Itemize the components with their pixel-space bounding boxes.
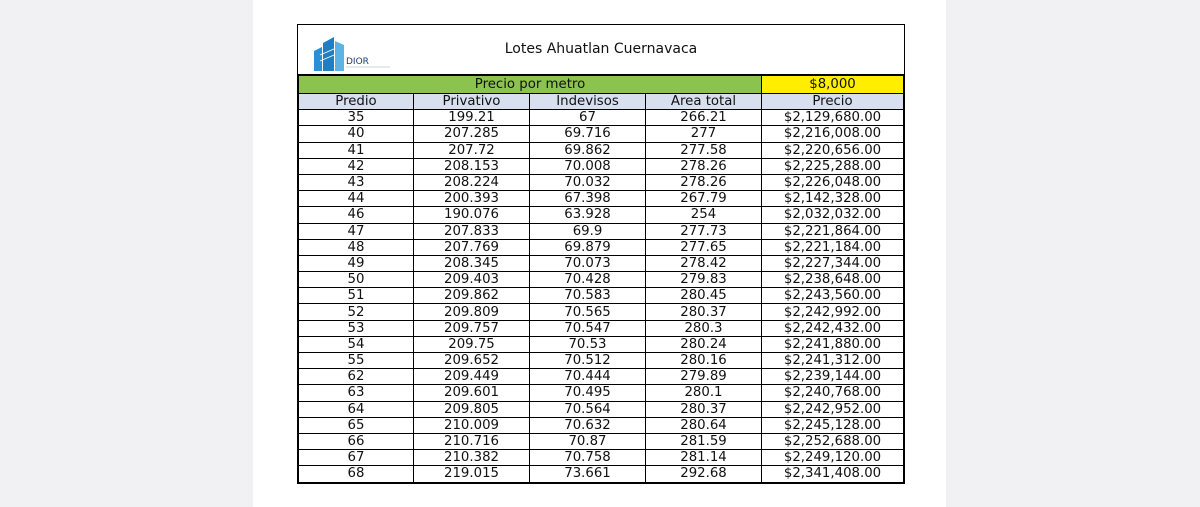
table-cell: 70.032 bbox=[530, 174, 646, 190]
table-cell: 65 bbox=[299, 417, 414, 433]
table-cell: 54 bbox=[299, 336, 414, 352]
table-row bbox=[299, 255, 904, 271]
table-header-row bbox=[299, 94, 904, 110]
table-cell: 207.285 bbox=[414, 126, 530, 142]
table-row bbox=[299, 142, 904, 158]
table-row bbox=[299, 401, 904, 417]
table-cell: 277.73 bbox=[646, 223, 762, 239]
table-cell: 63.928 bbox=[530, 207, 646, 223]
table-cell: 279.89 bbox=[646, 369, 762, 385]
table-cell: 69.862 bbox=[530, 142, 646, 158]
price-per-meter-label: Precio por metro bbox=[299, 76, 762, 94]
table-cell: $2,242,432.00 bbox=[762, 320, 904, 336]
table-cell: 209.75 bbox=[414, 336, 530, 352]
table-cell: $2,129,680.00 bbox=[762, 110, 904, 126]
table-cell: 208.224 bbox=[414, 174, 530, 190]
table-cell: 55 bbox=[299, 353, 414, 369]
table-cell: $2,243,560.00 bbox=[762, 288, 904, 304]
table-cell: $2,225,288.00 bbox=[762, 158, 904, 174]
table-cell: $2,239,144.00 bbox=[762, 369, 904, 385]
table-cell: $2,227,344.00 bbox=[762, 255, 904, 271]
table-cell: $2,221,184.00 bbox=[762, 239, 904, 255]
table-cell: 69.879 bbox=[530, 239, 646, 255]
table-row bbox=[299, 110, 904, 126]
table-cell: 207.769 bbox=[414, 239, 530, 255]
column-header: Privativo bbox=[414, 94, 530, 110]
table-cell: 280.37 bbox=[646, 304, 762, 320]
table-cell: 266.21 bbox=[646, 110, 762, 126]
table-row bbox=[299, 336, 904, 352]
table-cell: $2,249,120.00 bbox=[762, 450, 904, 466]
table-cell: 40 bbox=[299, 126, 414, 142]
table-cell: 42 bbox=[299, 158, 414, 174]
table-cell: 68 bbox=[299, 466, 414, 482]
table-cell: 41 bbox=[299, 142, 414, 158]
table-row bbox=[299, 353, 904, 369]
logo-text: DIOR bbox=[346, 57, 369, 67]
table-cell: 279.83 bbox=[646, 272, 762, 288]
table-row bbox=[299, 433, 904, 449]
table-cell: 281.59 bbox=[646, 433, 762, 449]
table-cell: $2,241,880.00 bbox=[762, 336, 904, 352]
table-cell: 278.26 bbox=[646, 174, 762, 190]
table-cell: 277.58 bbox=[646, 142, 762, 158]
table-cell: 50 bbox=[299, 272, 414, 288]
table-cell: 209.449 bbox=[414, 369, 530, 385]
table-row bbox=[299, 288, 904, 304]
table-cell: 210.716 bbox=[414, 433, 530, 449]
table-cell: 267.79 bbox=[646, 191, 762, 207]
table-cell: 70.512 bbox=[530, 353, 646, 369]
table-cell: 277 bbox=[646, 126, 762, 142]
table-cell: 66 bbox=[299, 433, 414, 449]
table-cell: 278.42 bbox=[646, 255, 762, 271]
table-cell: 70.583 bbox=[530, 288, 646, 304]
table-cell: 209.862 bbox=[414, 288, 530, 304]
table-cell: 70.444 bbox=[530, 369, 646, 385]
table-cell: 209.601 bbox=[414, 385, 530, 401]
table-cell: 64 bbox=[299, 401, 414, 417]
table-cell: 43 bbox=[299, 174, 414, 190]
table-cell: $2,245,128.00 bbox=[762, 417, 904, 433]
table-row bbox=[299, 174, 904, 190]
table-cell: 62 bbox=[299, 369, 414, 385]
table-cell: 70.53 bbox=[530, 336, 646, 352]
price-per-meter-value: $8,000 bbox=[762, 76, 904, 94]
table-row bbox=[299, 126, 904, 142]
table-cell: $2,220,656.00 bbox=[762, 142, 904, 158]
table-cell: 70.758 bbox=[530, 450, 646, 466]
table-cell: 47 bbox=[299, 223, 414, 239]
price-per-meter-row bbox=[299, 76, 904, 94]
table-cell: 219.015 bbox=[414, 466, 530, 482]
table-cell: 70.495 bbox=[530, 385, 646, 401]
table-cell: 280.64 bbox=[646, 417, 762, 433]
table-cell: 199.21 bbox=[414, 110, 530, 126]
table-cell: 70.87 bbox=[530, 433, 646, 449]
table-cell: 207.833 bbox=[414, 223, 530, 239]
table-cell: 48 bbox=[299, 239, 414, 255]
table-cell: 69.9 bbox=[530, 223, 646, 239]
table-cell: 210.382 bbox=[414, 450, 530, 466]
table-cell: 70.428 bbox=[530, 272, 646, 288]
table-cell: 280.16 bbox=[646, 353, 762, 369]
table-row bbox=[299, 223, 904, 239]
table-row bbox=[299, 450, 904, 466]
table-cell: $2,142,328.00 bbox=[762, 191, 904, 207]
table-cell: 207.72 bbox=[414, 142, 530, 158]
table-cell: 208.345 bbox=[414, 255, 530, 271]
price-sheet bbox=[297, 24, 905, 484]
table-cell: $2,252,688.00 bbox=[762, 433, 904, 449]
table-cell: 208.153 bbox=[414, 158, 530, 174]
table-cell: $2,341,408.00 bbox=[762, 466, 904, 482]
table-row bbox=[299, 191, 904, 207]
column-header: Precio bbox=[762, 94, 904, 110]
table-cell: 281.14 bbox=[646, 450, 762, 466]
table-cell: 210.009 bbox=[414, 417, 530, 433]
column-header: Indevisos bbox=[530, 94, 646, 110]
table-cell: 67 bbox=[299, 450, 414, 466]
table-row bbox=[299, 239, 904, 255]
column-header: Area total bbox=[646, 94, 762, 110]
table-cell: 209.652 bbox=[414, 353, 530, 369]
table-cell: 70.564 bbox=[530, 401, 646, 417]
table-cell: 190.076 bbox=[414, 207, 530, 223]
table-cell: $2,241,312.00 bbox=[762, 353, 904, 369]
table-cell: $2,242,992.00 bbox=[762, 304, 904, 320]
table-cell: $2,238,648.00 bbox=[762, 272, 904, 288]
table-cell: 70.565 bbox=[530, 304, 646, 320]
table-row bbox=[299, 207, 904, 223]
table-cell: 70.632 bbox=[530, 417, 646, 433]
table-cell: 254 bbox=[646, 207, 762, 223]
table-cell: 51 bbox=[299, 288, 414, 304]
table-cell: 69.716 bbox=[530, 126, 646, 142]
table-cell: 209.809 bbox=[414, 304, 530, 320]
table-cell: 280.37 bbox=[646, 401, 762, 417]
table-cell: $2,032,032.00 bbox=[762, 207, 904, 223]
table-cell: 70.073 bbox=[530, 255, 646, 271]
table-cell: 67 bbox=[530, 110, 646, 126]
table-cell: 44 bbox=[299, 191, 414, 207]
table-cell: 280.24 bbox=[646, 336, 762, 352]
table-cell: 67.398 bbox=[530, 191, 646, 207]
lots-table bbox=[298, 75, 904, 483]
table-cell: 49 bbox=[299, 255, 414, 271]
table-cell: 73.661 bbox=[530, 466, 646, 482]
table-cell: 35 bbox=[299, 110, 414, 126]
column-header: Predio bbox=[299, 94, 414, 110]
title-row bbox=[298, 25, 904, 75]
table-cell: 53 bbox=[299, 320, 414, 336]
table-cell: 70.547 bbox=[530, 320, 646, 336]
table-cell: 52 bbox=[299, 304, 414, 320]
table-cell: 209.757 bbox=[414, 320, 530, 336]
table-cell: 280.1 bbox=[646, 385, 762, 401]
table-cell: 200.393 bbox=[414, 191, 530, 207]
table-cell: 63 bbox=[299, 385, 414, 401]
table-row bbox=[299, 272, 904, 288]
page-title: Lotes Ahuatlan Cuernavaca bbox=[504, 41, 698, 57]
table-cell: 280.45 bbox=[646, 288, 762, 304]
table-cell: 209.403 bbox=[414, 272, 530, 288]
table-cell: $2,226,048.00 bbox=[762, 174, 904, 190]
table-cell: $2,216,008.00 bbox=[762, 126, 904, 142]
table-cell: $2,242,952.00 bbox=[762, 401, 904, 417]
table-cell: 278.26 bbox=[646, 158, 762, 174]
table-row bbox=[299, 466, 904, 482]
table-cell: 277.65 bbox=[646, 239, 762, 255]
table-row bbox=[299, 417, 904, 433]
table-cell: 209.805 bbox=[414, 401, 530, 417]
table-row bbox=[299, 385, 904, 401]
table-cell: $2,221,864.00 bbox=[762, 223, 904, 239]
table-cell: 46 bbox=[299, 207, 414, 223]
table-cell: $2,240,768.00 bbox=[762, 385, 904, 401]
table-row bbox=[299, 369, 904, 385]
table-row bbox=[299, 158, 904, 174]
table-cell: 292.68 bbox=[646, 466, 762, 482]
table-cell: 70.008 bbox=[530, 158, 646, 174]
table-row bbox=[299, 320, 904, 336]
table-row bbox=[299, 304, 904, 320]
table-cell: 280.3 bbox=[646, 320, 762, 336]
